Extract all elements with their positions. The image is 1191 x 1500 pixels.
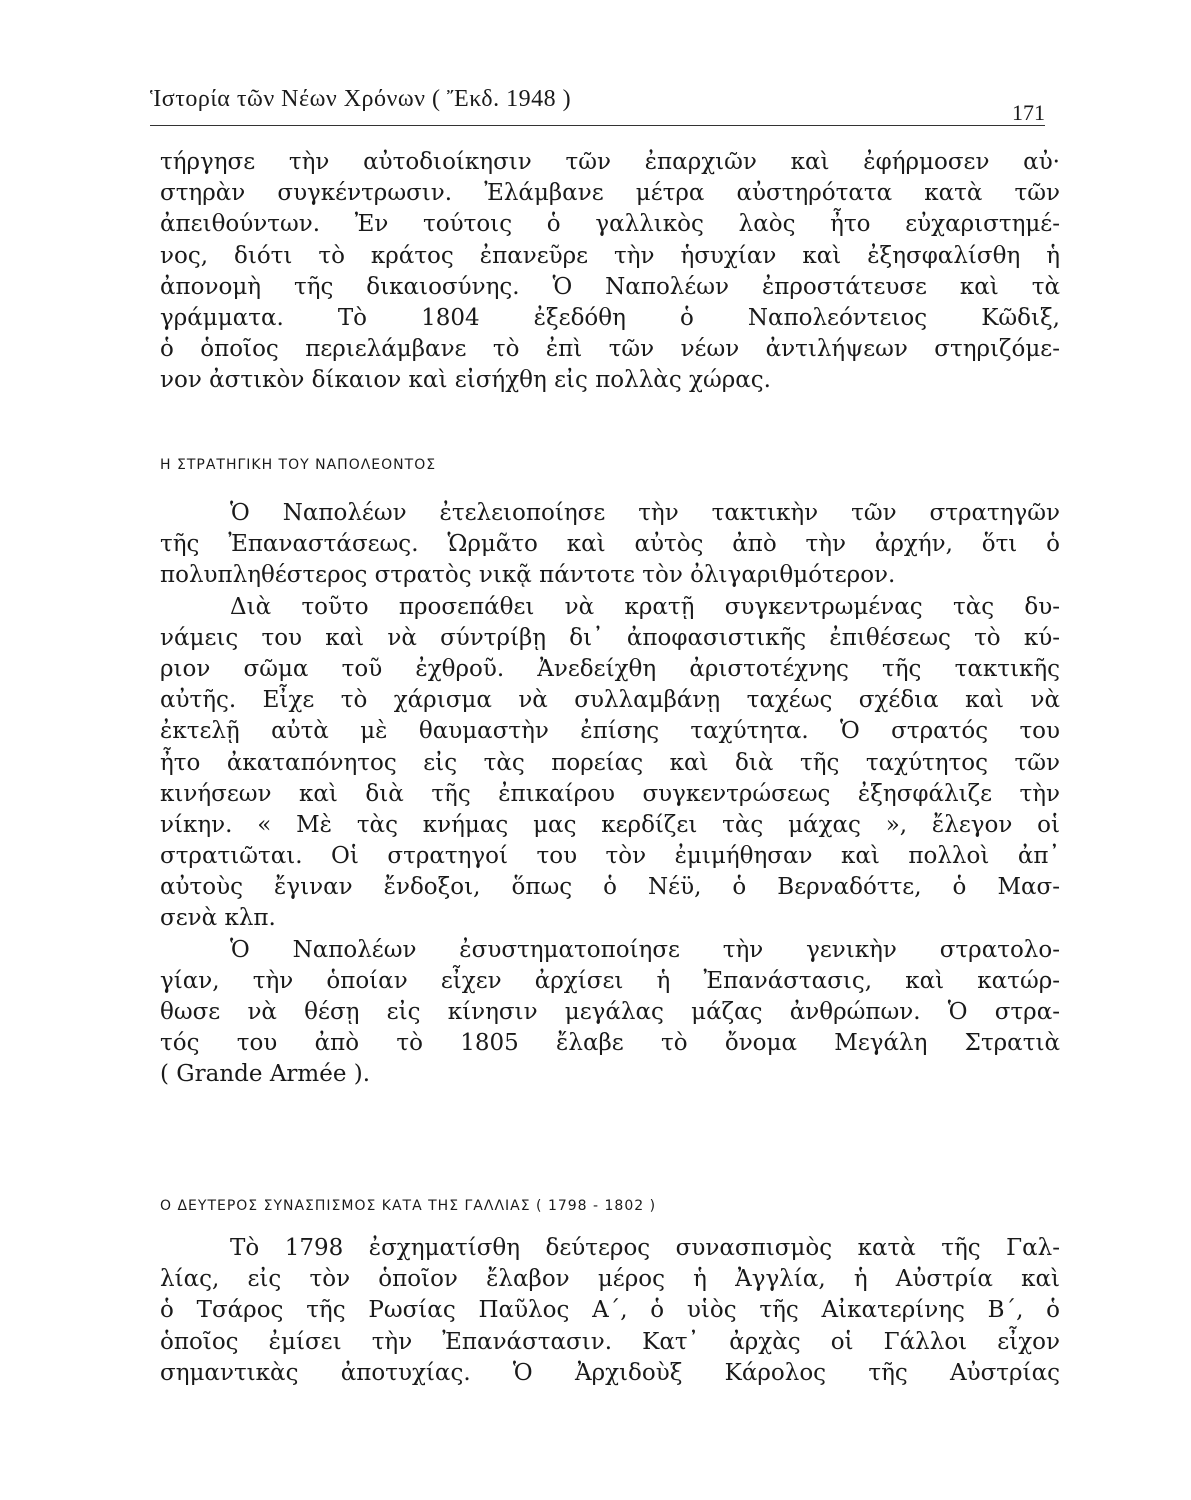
text-line: αὐτῆς. Εἶχε τὸ χάρισμα νὰ συλλαμβάνῃ ταχέως σχέδια καὶ νὰ xyxy=(160,687,1060,714)
text-line: νίκην. « Μὲ τὰς κνήμας μας κερδίζει τὰς μάχας », ἔλεγον οἱ xyxy=(160,811,1060,838)
text-line: ἦτο ἀκαταπόνητος εἰς τὰς πορείας καὶ διὰ τῆς ταχύτητος τῶν xyxy=(160,749,1060,776)
text-line: ( Grande Armée ). xyxy=(160,1061,371,1088)
section-coalition-text xyxy=(160,1233,1060,1389)
section-strategy-text xyxy=(160,498,1060,1091)
text-line: στηρὰν συγκέντρωσιν. Ἐλάμβανε μέτρα αὐστηρότατα κατὰ τῶν xyxy=(160,180,1060,207)
text-line: πολυπληθέστερος στρατὸς νικᾷ πάντοτε τὸν ὀλιγαριθμότερον. xyxy=(160,562,896,589)
text-line: ὁ Τσάρος τῆς Ρωσίας Παῦλος Α΄, ὁ υἱὸς τῆς Αἰκατερίνης Β΄, ὁ xyxy=(160,1297,1060,1324)
text-line: αὐτοὺς ἔγιναν ἔνδοξοι, ὅπως ὁ Νέϋ, ὁ Βερναδόττε, ὁ Μασ- xyxy=(160,874,1060,901)
text-line: στρατιῶται. Οἱ στρατηγοί του τὸν ἐμιμήθησαν καὶ πολλοὶ ἀπ᾽ xyxy=(160,843,1060,870)
text-line: λίας, εἰς τὸν ὁποῖον ἔλαβον μέρος ἡ Ἀγγλία, ἡ Αὐστρία καὶ xyxy=(160,1266,1060,1293)
text-line: νον ἀστικὸν δίκαιον καὶ εἰσήχθη εἰς πολλὰς χώρας. xyxy=(160,367,771,394)
text-line: Διὰ τοῦτο προσεπάθει νὰ κρατῇ συγκεντρωμένας τὰς δυ- xyxy=(230,593,1060,620)
paragraph-codex xyxy=(160,147,1060,397)
text-line: γίαν, τὴν ὁποίαν εἶχεν ἀρχίσει ἡ Ἐπανάστασις, καὶ κατώρ- xyxy=(160,967,1060,994)
text-line: Τὸ 1798 ἐσχηματίσθη δεύτερος συνασπισμὸς κατὰ τῆς Γαλ- xyxy=(230,1235,1060,1261)
text-line: τήργησε τὴν αὐτοδιοίκησιν τῶν ἐπαρχιῶν καὶ ἐφήρμοσεν αὐ· xyxy=(160,149,1060,175)
text-line: Ὁ Ναπολέων ἐτελειοποίησε τὴν τακτικὴν τῶν στρατηγῶν xyxy=(230,500,1060,526)
text-line: ἐκτελῇ αὐτὰ μὲ θαυμαστὴν ἐπίσης ταχύτητα. Ὁ στρατός του xyxy=(160,718,1060,745)
section-heading-strategy: Η ΣΤΡΑΤΗΓΙΚΗ ΤΟΥ ΝΑΠΟΛΕΟΝΤΟΣ xyxy=(160,457,437,473)
text-line: ἀπειθούντων. Ἐν τούτοις ὁ γαλλικὸς λαὸς ἦτο εὐχαριστημέ- xyxy=(160,211,1060,238)
text-line: νος, διότι τὸ κράτος ἐπανεῦρε τὴν ἡσυχίαν καὶ ἐξησφαλίσθη ἡ xyxy=(160,242,1060,269)
text-line: σημαντικὰς ἀποτυχίας. Ὁ Ἀρχιδοὺξ Κάρολος τῆς Αὐστρίας xyxy=(160,1359,1060,1386)
text-line: ριον σῶμα τοῦ ἐχθροῦ. Ἀνεδείχθη ἀριστοτέχνης τῆς τακτικῆς xyxy=(160,655,1060,682)
text-line: τός του ἀπὸ τὸ 1805 ἔλαβε τὸ ὄνομα Μεγάλη Στρατιὰ xyxy=(160,1030,1060,1057)
running-head-title: Ἱστορία τῶν Νέων Χρόνων ( Ἔκδ. 1948 ) xyxy=(150,86,572,112)
text-line: κινήσεων καὶ διὰ τῆς ἐπικαίρου συγκεντρώσεως ἐξησφάλιζε τὴν xyxy=(160,780,1060,807)
text-line: Ὁ Ναπολέων ἐσυστηματοποίησε τὴν γενικὴν στρατολο- xyxy=(230,936,1060,963)
page-number: 171 xyxy=(1012,100,1045,125)
text-line: τῆς Ἐπαναστάσεως. Ὡρμᾶτο καὶ αὐτὸς ἀπὸ τὴν ἀρχήν, ὅτι ὁ xyxy=(160,531,1060,558)
text-line: νάμεις του καὶ νὰ σύντρίβῃ δι᾽ ἀποφασιστικῆς ἐπιθέσεως τὸ κύ- xyxy=(160,624,1060,651)
section-heading-coalition: Ο ΔΕΥΤΕΡΟΣ ΣΥΝΑΣΠΙΣΜΟΣ ΚΑΤΑ ΤΗΣ ΓΑΛΛΙΑΣ ( 1798 - 1802 ) xyxy=(160,1198,657,1214)
page-header xyxy=(150,78,1045,126)
text-line: θωσε νὰ θέσῃ εἰς κίνησιν μεγάλας μάζας ἀνθρώπων. Ὁ στρα- xyxy=(160,999,1060,1025)
text-line: σενὰ κλπ. xyxy=(160,905,276,932)
text-line: ὁ ὁποῖος περιελάμβανε τὸ ἐπὶ τῶν νέων ἀντιλήψεων στηριζόμε- xyxy=(160,336,1060,363)
header-rule xyxy=(150,125,1045,126)
text-line: γράμματα. Τὸ 1804 ἐξεδόθη ὁ Ναπολεόντειος Κῶδιξ, xyxy=(160,304,1060,331)
text-line: ἀπονομὴ τῆς δικαιοσύνης. Ὁ Ναπολέων ἐπροστάτευσε καὶ τὰ xyxy=(160,273,1060,300)
text-line: ὁποῖος ἐμίσει τὴν Ἐπανάστασιν. Κατ᾽ ἀρχὰς οἱ Γάλλοι εἶχον xyxy=(160,1328,1060,1355)
